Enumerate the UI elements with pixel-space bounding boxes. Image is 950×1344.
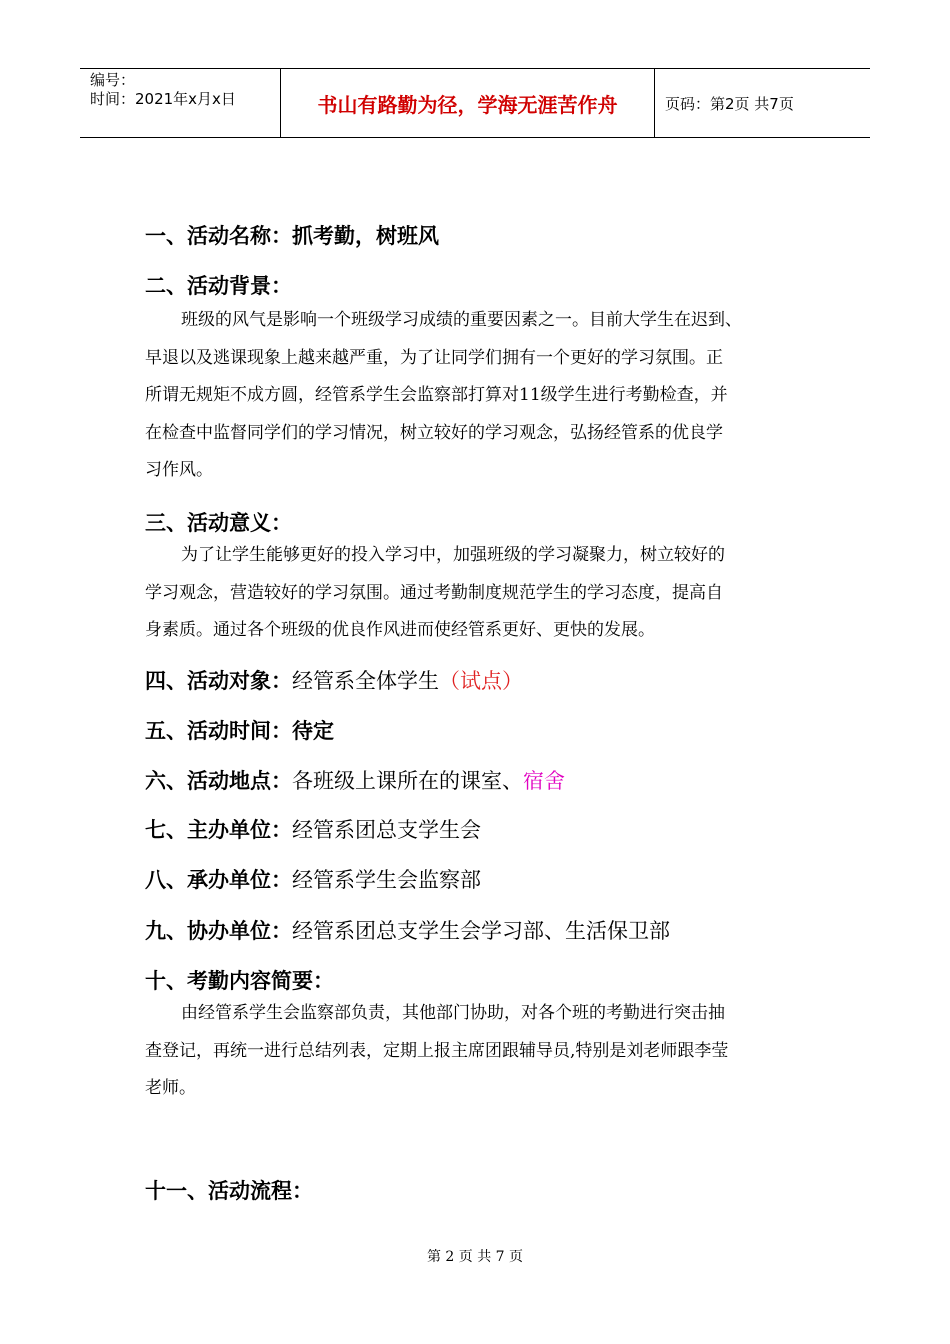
paragraph-line: 查登记，再统一进行总结列表，定期上报主席团跟辅导员,特别是刘老师跟李莹 [145, 1040, 729, 1061]
section-8 [145, 864, 481, 894]
section-9-value: 经管系团总支学生会学习部、生活保卫部 [292, 919, 670, 943]
section-6-value: 各班级上课所在的课室、 [292, 769, 523, 793]
section-2-title: 二、活动背景： [145, 274, 292, 298]
section-2-body [145, 302, 815, 490]
document-number-label: 编号： [90, 71, 136, 89]
paragraph-line: 由经管系学生会监察部负责，其他部门协助，对各个班的考勤进行突击抽 [181, 1003, 725, 1023]
section-7-label: 七、主办单位： [145, 818, 292, 842]
section-4-note: （试点） [439, 669, 523, 693]
section-8-label: 八、承办单位： [145, 868, 292, 892]
section-4-label: 四、活动对象： [145, 669, 292, 693]
section-9-label: 九、协办单位： [145, 919, 292, 943]
paragraph-line: 早退以及逃课现象上越来越严重，为了让同学们拥有一个更好的学习氛围。正 [145, 347, 723, 368]
paragraph-line: 为了让学生能够更好的投入学习中，加强班级的学习凝聚力，树立较好的 [181, 545, 725, 565]
paragraph-line: 学习观念，营造较好的学习氛围。通过考勤制度规范学生的学习态度，提高自 [145, 582, 723, 603]
section-7-value: 经管系团总支学生会 [292, 818, 481, 842]
section-10-title: 十、考勤内容简要： [145, 969, 334, 993]
paragraph-line: 身素质。通过各个班级的优良作风进而使经管系更好、更快的发展。 [145, 620, 655, 640]
section-7 [145, 814, 481, 844]
section-5-title: 五、活动时间：待定 [145, 719, 334, 743]
section-8-value: 经管系学生会监察部 [292, 868, 481, 892]
page-header [80, 68, 870, 138]
paragraph-line: 班级的风气是影响一个班级学习成绩的重要因素之一。目前大学生在迟到、 [181, 310, 742, 330]
header-motto: 书山有路勤为径，学海无涯苦作舟 [281, 69, 655, 137]
header-page-info-cell [655, 69, 870, 137]
paragraph-line: 在检查中监督同学们的学习情况，树立较好的学习观念，弘扬经管系的优良学 [145, 422, 723, 443]
header-page-info: 页码：第2页 共7页 [665, 94, 794, 113]
section-3-body [145, 537, 815, 650]
section-3-title: 三、活动意义： [145, 511, 292, 535]
document-date-label: 时间：2021年x月x日 [90, 90, 236, 108]
section-6 [145, 765, 565, 795]
section-9 [145, 915, 670, 945]
page-footer: 第 2 页 共 7 页 [426, 1249, 524, 1265]
section-11-title: 十一、活动流程： [145, 1179, 313, 1203]
paragraph-line: 习作风。 [145, 460, 213, 480]
section-10-body [145, 995, 815, 1108]
section-6-label: 六、活动地点： [145, 769, 292, 793]
section-4 [145, 665, 523, 695]
paragraph-line: 老师。 [145, 1078, 196, 1098]
section-1-title: 一、活动名称：抓考勤，树班风 [145, 224, 439, 248]
header-meta-cell [80, 69, 281, 137]
section-6-note: 宿舍 [523, 769, 565, 793]
paragraph-line: 所谓无规矩不成方圆，经管系学生会监察部打算对11级学生进行考勤检查，并 [145, 385, 728, 405]
section-4-value: 经管系全体学生 [292, 669, 439, 693]
